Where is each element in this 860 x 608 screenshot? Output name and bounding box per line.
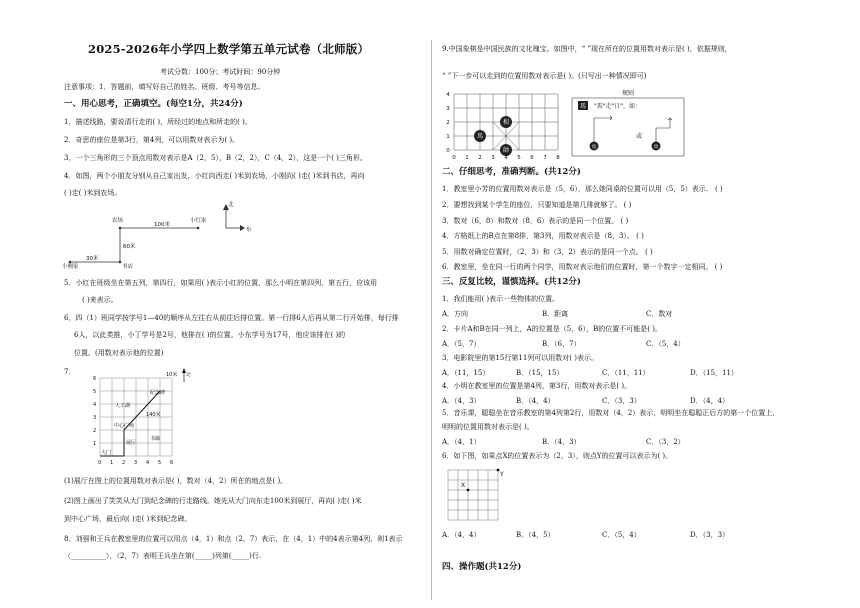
grid7-y-tick-5: 5 <box>93 389 97 395</box>
question-7-part2-line2: 到中心广场，最后向( )走( )米到纪念碑。 <box>64 515 192 523</box>
map-60m-label: 60米 <box>123 244 136 250</box>
chess-y-tick-0: 0 <box>446 148 450 154</box>
choice-4-option-a: A．（4，3） <box>442 397 481 405</box>
exam-meta: 考试分数：100分；考试时间：90分钟 <box>160 68 281 76</box>
chess-x-tick-3: 3 <box>491 155 495 161</box>
grid7-x-tick-0: 0 <box>98 460 102 466</box>
choice-5-option-b: B．（4，3） <box>542 438 581 446</box>
grid6-x-label: X <box>461 482 466 489</box>
chess-shuai-piece: 帥 <box>502 147 510 154</box>
chess-x-tick-8: 8 <box>556 155 560 161</box>
grid6-y-label: Y <box>500 471 504 478</box>
question-1: 1．描述线路，要说清行走的( )，所经过的地点和所走的( )。 <box>64 118 252 126</box>
section-2-heading: 二、仔细思考，准确判断。(共12分) <box>442 167 581 177</box>
chess-x-tick-6: 6 <box>530 155 534 161</box>
map-north-label: 北 <box>228 202 234 208</box>
grid7-lake-label: 人工湖 <box>115 403 131 409</box>
grid7-x-tick-6: 6 <box>170 460 174 466</box>
grid7-gate-label: 大门 <box>101 450 112 456</box>
question-9-line2: “ ”下一步可以走到的位置用数对表示是( )。(只写出一种情况即可) <box>442 72 647 80</box>
park-grid-figure <box>88 368 200 468</box>
grid7-y-tick-4: 4 <box>93 402 97 408</box>
chess-rules-desc: "馬"走"日"，如： <box>594 103 642 110</box>
chess-x-tick-4: 4 <box>504 155 508 161</box>
judge-2: 2．要想找到某个学生的座位，只要知道是第几排就够了。 ( ) <box>442 201 632 209</box>
chess-x-tick-7: 7 <box>543 155 547 161</box>
chess-y-tick-4: 4 <box>446 92 450 98</box>
question-4-line1: 4．如图，两个小朋友分别从自己家出发，小红向西走( )米到农场，小刚向( )走( )米到书店，再向 <box>64 172 365 180</box>
section-4-heading: 四、操作题(共12分) <box>442 562 522 572</box>
question-7-part1: (1)展厅在图上的位置用数对表示是( )，数对（4，2）所在的地点是( )。 <box>64 477 288 485</box>
choice-3-option-d: D．（15，11） <box>690 369 738 377</box>
exam-title: 2025-2026年小学四上数学第五单元试卷（北师版） <box>88 42 370 56</box>
question-4-line2: ( )走( )米到农场。 <box>64 189 122 197</box>
question-8-line1: 8．刘强和王兵在教室里的位置可以用点（4，1）和点（2，7）表示，在（4，1）中的4表示第4列，则1表示 <box>64 535 403 543</box>
grid7-x-tick-4: 4 <box>146 460 150 466</box>
choice-2-option-a: A．（5，7） <box>442 340 481 348</box>
grid7-hall-label: 展厅 <box>126 440 137 446</box>
choice-3-option-a: A．（11，15） <box>442 369 490 377</box>
chess-x-tick-2: 2 <box>478 155 482 161</box>
choice-5-option-a: A．（4，1） <box>442 438 481 446</box>
grid7-gallery-label: 书廊 <box>150 436 161 442</box>
choice-5-line2: 明明的位置用数对表示是( )。 <box>442 423 534 431</box>
chess-x-tick-0: 0 <box>452 155 456 161</box>
rule-horse-icon: 馬 <box>579 103 587 110</box>
grid7-x-tick-2: 2 <box>122 460 126 466</box>
choice-1-option-c: C．数对 <box>646 310 673 318</box>
notice: 注意事项：1．答题前，填写好自己的姓名、班级、考号等信息。 <box>64 83 265 91</box>
grid7-y-tick-6: 6 <box>93 376 97 382</box>
map-east-label: 东 <box>246 227 252 233</box>
choice-3-option-b: B．（15，15） <box>516 369 564 377</box>
section-1-heading: 一、用心思考，正确填空。(每空1分，共24分) <box>64 99 243 109</box>
grid7-y-tick-3: 3 <box>93 415 97 421</box>
choice-3: 3．电影院里的第15行第11列可以用数对( )表示。 <box>442 354 598 362</box>
map-home-label: 小红家 <box>190 218 207 224</box>
choice-2-option-b: B．（6，7） <box>542 340 581 348</box>
map-gang-label: 小刚家 <box>62 264 79 270</box>
question-6-line1: 6．四（1）班同学按学号1—40的顺序从左往右从前往后排位置。第一行排6人后再从第二行开始排，每行排 <box>64 314 399 322</box>
map-100m-label: 100米 <box>154 222 170 228</box>
choice-2: 2．卡片A和B在同一列上，A的位置是（5，6），B的位置不可能是( )。 <box>442 325 662 333</box>
choice-5-line1: 5．音乐课，聪聪坐在音乐教室的第4列第2行，用数对（4，2）表示，明明坐在聪聪正后方的第一个位置上， <box>442 409 780 417</box>
choice-1: 1．我们能用( )表示一些物体的位置。 <box>442 295 560 303</box>
question-9-line1: 9.中国象棋是中国民族的文化瑰宝。如图中，“ ”现在所在的位置用数对表示是( )，依据规则， <box>442 45 732 53</box>
rule-horse-piece-a: 馬 <box>591 145 597 150</box>
choice-6-option-a: A．（4，4） <box>442 531 481 539</box>
grid7-north-label: 北 <box>186 372 192 378</box>
choice-4-option-b: B．（4，4） <box>516 397 555 405</box>
chess-rules-title: 规则 <box>622 90 635 97</box>
question-7-part2-line1: (2)图上画出了笑笑从大门到纪念碑的行走路线。她先从大门向东走100米到展厅，再向( )走( )米 <box>64 497 362 505</box>
grid7-x-tick-1: 1 <box>110 460 114 466</box>
map-farm-label: 农场 <box>112 218 124 224</box>
question-6-line2: 6人，以此类推，小丁学号是2号，他排在( )的位置。小东学号为17号，他应该排在( )的 <box>74 331 346 339</box>
choice-2-option-c: C．（5，4） <box>646 340 685 348</box>
choice-4-option-c: C．（3，3） <box>602 397 641 405</box>
question-3: 3．一个三角形的三个顶点用数对表示是A（2，5），B（2，2），C（4，2），这是一个( )三角形。 <box>64 154 367 162</box>
question-2: 2．奇思的座位是第3行，第4列，可以用数对表示为( )。 <box>64 136 240 144</box>
judge-3: 3．数对（6，8）和数对（8，6）表示的是同一个位置。 ( ) <box>442 217 629 225</box>
xy-grid-figure <box>444 466 508 524</box>
judge-5: 5．用数对确定位置时，（2，3）和（3，2）表示的是同一个点。 ( ) <box>442 248 653 256</box>
choice-6: 6．如下图，如果点X的位置表示为（2，3），则点Y的位置可以表示为( )。 <box>442 452 673 460</box>
judge-1: 1．教室里小芳的位置用数对表示是（5，6），那么她同桌的位置可以用（5，5）表示． ( ) <box>442 185 723 193</box>
chess-rules-or: 或 <box>636 133 643 140</box>
choice-3-option-c: C．（11，11） <box>602 369 650 377</box>
choice-6-option-b: B．（4，5） <box>516 531 555 539</box>
grid7-x-tick-5: 5 <box>158 460 162 466</box>
choice-1-option-a: A．方向 <box>442 310 469 318</box>
route-map-figure <box>62 198 252 270</box>
chess-horse-piece: 馬 <box>476 133 484 140</box>
choice-4-option-d: D．（4，4） <box>690 397 730 405</box>
chess-board-figure <box>444 88 694 164</box>
grid7-square-label: 中心广场 <box>114 423 135 429</box>
map-30m-label: 30米 <box>86 256 99 262</box>
choice-1-option-b: B．距离 <box>542 310 569 318</box>
grid7-140m-label: 140米 <box>146 412 161 418</box>
choice-4: 4．小明在教室里的位置是第4列，第3行，用数对表示是( )。 <box>442 382 632 390</box>
grid7-y-tick-1: 1 <box>93 441 97 447</box>
right-column <box>432 0 860 608</box>
grid7-scale-label: 10米 <box>166 372 178 378</box>
question-6-line3: 位置。(用数对表示他的位置) <box>74 349 164 357</box>
chess-y-tick-3: 3 <box>446 106 450 112</box>
grid7-x-tick-3: 3 <box>134 460 138 466</box>
grid7-y-tick-2: 2 <box>93 428 97 434</box>
question-5-line1: 5．小红在班级坐在第五列，第四行，如果用( )表示小红的位置，那么小明在第四列，第五行，应该用 <box>64 279 378 287</box>
judge-4: 4．方格纸上的B点在第8排，第3列，用数对表示是（8，3）。 ( ) <box>442 232 644 240</box>
choice-6-option-d: D．（3，3） <box>690 531 730 539</box>
grid7-monument-label: 纪念碑 <box>150 390 166 396</box>
chess-x-tick-1: 1 <box>465 155 469 161</box>
choice-6-option-c: C．（5，4） <box>602 531 641 539</box>
question-7-label: 7． <box>64 368 76 376</box>
chess-x-tick-5: 5 <box>517 155 521 161</box>
question-8-line2: （__________），（2，7）表明王兵坐在第(_____)列第(_____)行. <box>64 552 262 560</box>
judge-6: 6．教室里，坐在同一行的两个同学，用数对表示他们的位置时，第一个数字一定相同。 ( ) <box>442 263 723 271</box>
choice-5-option-c: C．（3，2） <box>646 438 685 446</box>
question-5-line2: ( )来表示。 <box>82 296 118 304</box>
chess-y-tick-2: 2 <box>446 120 450 126</box>
chess-xiang-piece: 相 <box>502 119 510 126</box>
rule-horse-piece-b: 馬 <box>653 145 659 150</box>
chess-y-tick-1: 1 <box>446 134 450 140</box>
map-store-label: 书店 <box>122 264 134 270</box>
section-3-heading: 三、反复比较，谨慎选择。(共12分) <box>442 277 581 287</box>
